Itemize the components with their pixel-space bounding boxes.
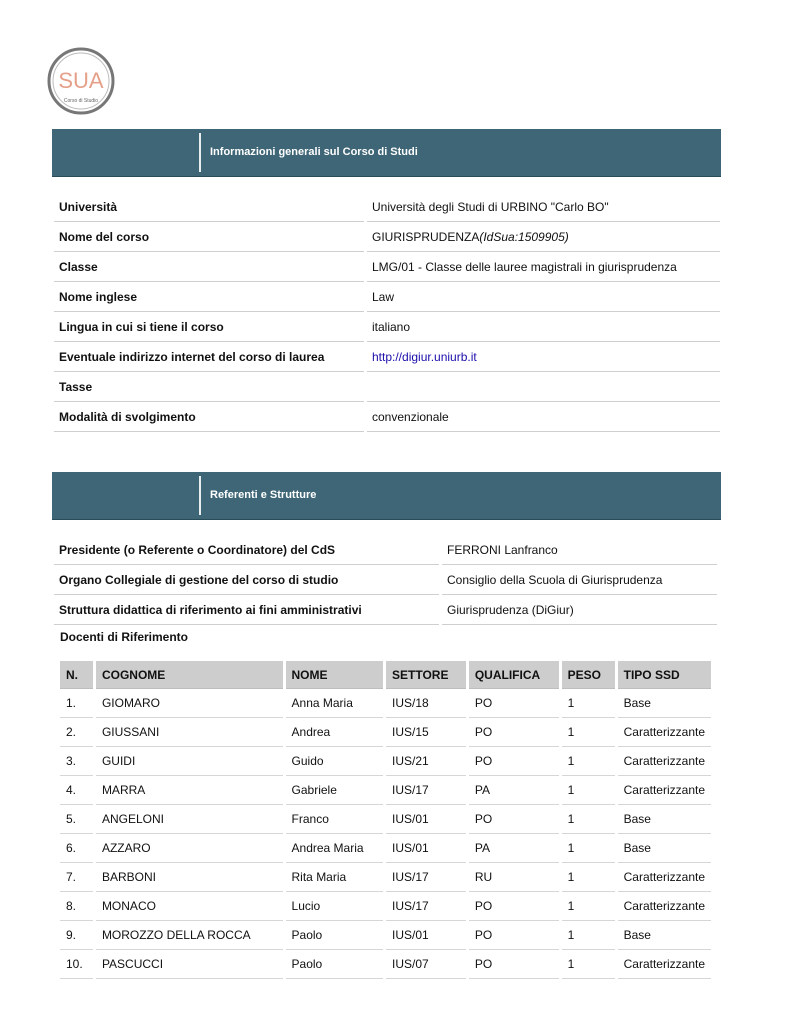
cell-tipo-ssd: Caratterizzante	[618, 863, 711, 892]
referenti-label: Organo Collegiale di gestione del corso di studio	[54, 565, 439, 595]
docenti-table	[57, 661, 714, 979]
cell-cognome: MOROZZO DELLA ROCCA	[96, 921, 283, 950]
info-value: Università degli Studi di URBINO "Carlo BO"	[367, 192, 720, 222]
cell-cognome: GIUSSANI	[96, 718, 283, 747]
section-header-referenti	[52, 472, 721, 519]
cell-nome: Rita Maria	[286, 863, 383, 892]
cell-n: 1.	[60, 689, 93, 718]
cell-settore: IUS/01	[386, 921, 466, 950]
info-row-indirizzo	[54, 342, 720, 372]
cell-nome: Anna Maria	[286, 689, 383, 718]
info-label: Eventuale indirizzo internet del corso di laurea	[54, 342, 364, 372]
info-label: Tasse	[54, 372, 364, 402]
cell-qualifica: RU	[469, 863, 559, 892]
info-value: convenzionale	[367, 402, 720, 432]
cell-n: 10.	[60, 950, 93, 979]
cell-nome: Gabriele	[286, 776, 383, 805]
info-label: Lingua in cui si tiene il corso	[54, 312, 364, 342]
table-row	[60, 747, 711, 776]
cell-qualifica: PO	[469, 805, 559, 834]
info-value	[367, 372, 720, 402]
info-label: Nome del corso	[54, 222, 364, 252]
table-row	[60, 921, 711, 950]
cell-peso: 1	[562, 747, 615, 776]
id-sua: (IdSua:1509905)	[479, 229, 569, 244]
info-label: Nome inglese	[54, 282, 364, 312]
cell-tipo-ssd: Caratterizzante	[618, 718, 711, 747]
cell-cognome: BARBONI	[96, 863, 283, 892]
info-row-modalita	[54, 402, 720, 432]
referenti-row-struttura	[54, 595, 717, 625]
cell-nome: Lucio	[286, 892, 383, 921]
cell-nome: Paolo	[286, 921, 383, 950]
cell-cognome: AZZARO	[96, 834, 283, 863]
cell-cognome: GUIDI	[96, 747, 283, 776]
cell-tipo-ssd: Base	[618, 689, 711, 718]
cell-nome: Franco	[286, 805, 383, 834]
cell-qualifica: PO	[469, 718, 559, 747]
col-header-peso: PESO	[562, 661, 615, 689]
col-header-n: N.	[60, 661, 93, 689]
section-title: Referenti e Strutture	[210, 489, 317, 501]
cell-settore: IUS/21	[386, 747, 466, 776]
cell-peso: 1	[562, 718, 615, 747]
section-header-informazioni	[52, 129, 721, 176]
cell-settore: IUS/17	[386, 892, 466, 921]
cell-nome: Paolo	[286, 950, 383, 979]
info-row-classe	[54, 252, 720, 282]
cell-peso: 1	[562, 892, 615, 921]
cell-settore: IUS/01	[386, 834, 466, 863]
cell-settore: IUS/17	[386, 776, 466, 805]
section-divider	[199, 476, 201, 515]
referenti-label: Struttura didattica di riferimento ai fini amministrativi	[54, 595, 439, 625]
cell-tipo-ssd: Caratterizzante	[618, 776, 711, 805]
cell-qualifica: PO	[469, 747, 559, 776]
info-value: Law	[367, 282, 720, 312]
table-row	[60, 834, 711, 863]
cell-cognome: PASCUCCI	[96, 950, 283, 979]
col-header-cognome: COGNOME	[96, 661, 283, 689]
cell-peso: 1	[562, 950, 615, 979]
cell-qualifica: PO	[469, 689, 559, 718]
cell-peso: 1	[562, 689, 615, 718]
info-row-nome-inglese	[54, 282, 720, 312]
cell-cognome: MARRA	[96, 776, 283, 805]
cell-cognome: GIOMARO	[96, 689, 283, 718]
referenti-value: Consiglio della Scuola di Giurisprudenza	[442, 565, 717, 595]
col-header-tipo-ssd: TIPO SSD	[618, 661, 711, 689]
info-label: Università	[54, 192, 364, 222]
cell-peso: 1	[562, 805, 615, 834]
info-label: Classe	[54, 252, 364, 282]
cell-peso: 1	[562, 863, 615, 892]
docenti-header-row	[60, 661, 711, 689]
info-label: Modalità di svolgimento	[54, 402, 364, 432]
referenti-row-organo	[54, 565, 717, 595]
cell-n: 9.	[60, 921, 93, 950]
cell-n: 7.	[60, 863, 93, 892]
col-header-nome: NOME	[286, 661, 383, 689]
cell-tipo-ssd: Base	[618, 921, 711, 950]
cell-qualifica: PO	[469, 892, 559, 921]
cell-tipo-ssd: Caratterizzante	[618, 892, 711, 921]
col-header-settore: SETTORE	[386, 661, 466, 689]
section-divider	[199, 133, 201, 172]
course-website-link[interactable]: http://digiur.uniurb.it	[372, 349, 477, 364]
cell-settore: IUS/17	[386, 863, 466, 892]
cell-tipo-ssd: Base	[618, 805, 711, 834]
cell-nome: Andrea Maria	[286, 834, 383, 863]
course-name: GIURISPRUDENZA	[372, 229, 480, 244]
info-row-nome-corso	[54, 222, 720, 252]
cell-nome: Andrea	[286, 718, 383, 747]
cell-settore: IUS/18	[386, 689, 466, 718]
cell-n: 2.	[60, 718, 93, 747]
logo-subtext: Corso di Studio	[63, 98, 99, 104]
cell-cognome: ANGELONI	[96, 805, 283, 834]
cell-peso: 1	[562, 834, 615, 863]
cell-nome: Guido	[286, 747, 383, 776]
cell-settore: IUS/15	[386, 718, 466, 747]
docenti-label: Docenti di Riferimento	[60, 630, 189, 644]
cell-n: 6.	[60, 834, 93, 863]
cell-qualifica: PO	[469, 921, 559, 950]
referenti-table	[51, 535, 720, 625]
info-row-lingua	[54, 312, 720, 342]
table-row	[60, 892, 711, 921]
info-value	[367, 342, 720, 372]
referenti-row-presidente	[54, 535, 717, 565]
cell-settore: IUS/01	[386, 805, 466, 834]
cell-n: 5.	[60, 805, 93, 834]
table-row	[60, 950, 711, 979]
section-title: Informazioni generali sul Corso di Studi	[210, 146, 418, 158]
table-row	[60, 718, 711, 747]
referenti-value: Giurisprudenza (DiGiur)	[442, 595, 717, 625]
cell-settore: IUS/07	[386, 950, 466, 979]
cell-qualifica: PA	[469, 834, 559, 863]
cell-qualifica: PO	[469, 950, 559, 979]
info-value: italiano	[367, 312, 720, 342]
cell-qualifica: PA	[469, 776, 559, 805]
table-row	[60, 776, 711, 805]
general-info-table	[51, 192, 723, 432]
table-row	[60, 805, 711, 834]
cell-peso: 1	[562, 776, 615, 805]
logo-text: SUA	[58, 68, 104, 93]
cell-tipo-ssd: Base	[618, 834, 711, 863]
cell-tipo-ssd: Caratterizzante	[618, 950, 711, 979]
info-value: LMG/01 - Classe delle lauree magistrali in giurisprudenza	[367, 252, 720, 282]
cell-n: 8.	[60, 892, 93, 921]
info-row-tasse	[54, 372, 720, 402]
info-value	[367, 222, 720, 252]
cell-cognome: MONACO	[96, 892, 283, 921]
cell-tipo-ssd: Caratterizzante	[618, 747, 711, 776]
sua-logo	[46, 46, 116, 116]
referenti-value: FERRONI Lanfranco	[442, 535, 717, 565]
table-row	[60, 689, 711, 718]
table-row	[60, 863, 711, 892]
referenti-label: Presidente (o Referente o Coordinatore) del CdS	[54, 535, 439, 565]
cell-peso: 1	[562, 921, 615, 950]
cell-n: 4.	[60, 776, 93, 805]
col-header-qualifica: QUALIFICA	[469, 661, 559, 689]
info-row-universita	[54, 192, 720, 222]
cell-n: 3.	[60, 747, 93, 776]
